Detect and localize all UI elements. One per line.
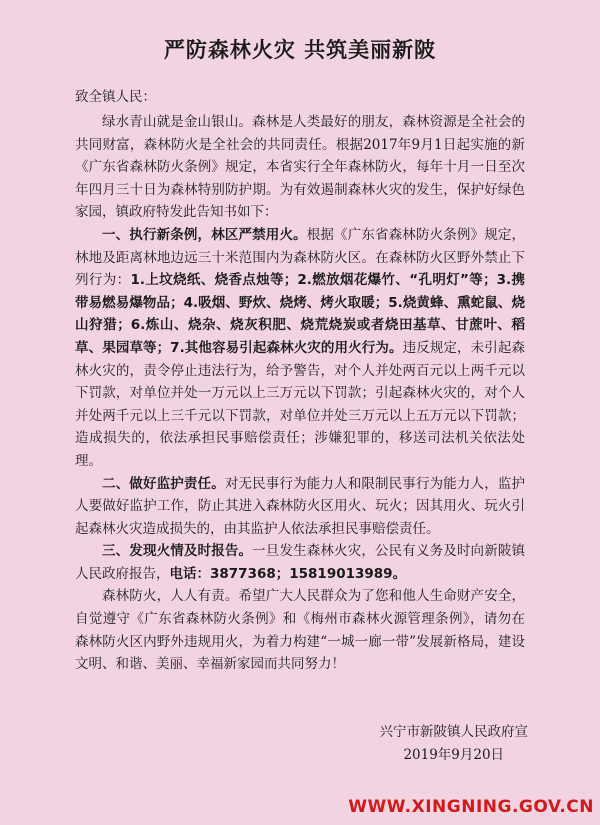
intro-paragraph: 绿水青山就是金山银山。森林是人类最好的朋友，森林资源是全社会的共同财富，森林防火是全社会的共同责任。根据2017年9月1日起实施的新《广东省森林防火条例》规定，本省实行全年森林防火，每年十月一日至次年四月三十日为森林特别防护期。为有效遏制森林火灾的发生，保护好绿色家园，镇政府特发此告知书如下： (75, 114, 525, 221)
salutation: 致全镇人民： (75, 89, 156, 105)
section-1-paragraph (75, 224, 525, 473)
signature-date: 2019年9月20日 (403, 747, 505, 763)
site-watermark: WWW.XINGNING.GOV.CN (348, 797, 594, 817)
section-1-text-a: 根据《广东省森林防火条例》规定，林地及距离林地边远三十米范围内为森林防火区。在森林防火区野外禁止下列行为： (75, 226, 525, 289)
notice-body (75, 111, 525, 676)
section-1-heading: 一、执行新条例，林区严禁用火。 (102, 226, 307, 243)
section-1-text-b: 违反规定，未引起森林火灾的，责令停止违法行为，给予警告，对个人并处两百元以上两千元以下罚款，对单位并处一万元以上三万元以下罚款；引起森林火灾的，对个人并处两千元以上三千元以下罚款，对单位并处三万元以上五万元以下罚款；造成损失的，依法承担民事赔偿责任；涉嫌犯罪的，移送司法机关依法处理。 (75, 339, 526, 469)
section-3-phone: 电话：3877368；15819013989。 (169, 565, 407, 582)
section-2-paragraph (75, 473, 525, 541)
section-3-paragraph (75, 540, 525, 585)
section-3-heading: 三、发现火情及时报告。 (102, 543, 253, 560)
section-2-heading: 二、做好监护责任。 (102, 475, 225, 492)
closing-paragraph: 森林防火，人人有责。希望广大人民群众为了您和他人生命财产安全，自觉遵守《广东省森林防火条例》和《梅州市森林火源管理条例》，请勿在森林防火区内野外违规用火，为着力构建“一城一廊一带”发展新格局，建设文明、和谐、美丽、幸福新家园而共同努力！ (75, 588, 525, 673)
signature-block (380, 721, 529, 767)
section-3-text: 一旦发生森林火灾，公民有义务及时向新陂镇人民政府报告， (75, 543, 526, 582)
signature-org: 兴宁市新陂镇人民政府宣 (379, 724, 528, 740)
page-title: 严防森林火灾 共筑美丽新陂 (163, 38, 437, 62)
section-2-text: 对无民事行为能力人和限制民事行为能力人，监护人要做好监护工作，防止其进入森林防火区用火、玩火；因其用火、玩火引起森林火灾造成损失的，由其监护人依法承担民事赔偿责任。 (75, 475, 526, 537)
section-1-banned-list: 1.上坟烧纸、烧香点烛等；2.燃放烟花爆竹、“孔明灯”等；3.携带易燃易爆物品；4.吸烟、野炊、烧烤、烤火取暖；5.烧黄蜂、熏蛇鼠、烧山狩猎；6.炼山、烧杂、烧灰积肥、烧荒烧炭或者烧田基草、甘蔗叶、稻草、果园草等；7.其他容易引起森林火灾的用火行为。 (75, 272, 526, 356)
